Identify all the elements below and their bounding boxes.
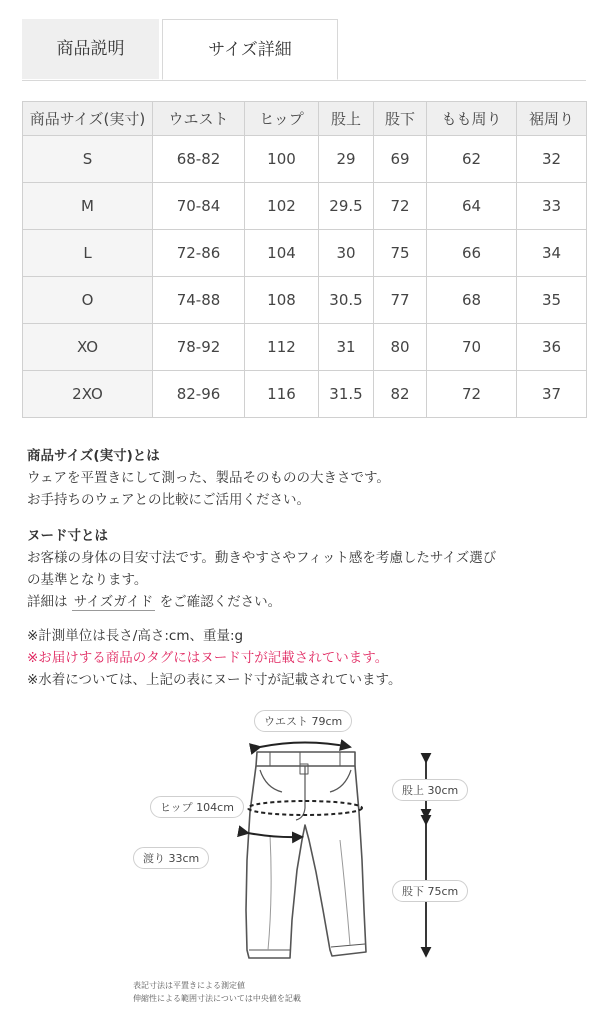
table-cell: 108	[245, 277, 319, 324]
table-cell: 64	[427, 183, 517, 230]
size-table	[22, 101, 587, 418]
table-cell: 75	[374, 230, 427, 277]
table-row	[23, 371, 587, 418]
table-cell: L	[23, 230, 153, 277]
table-cell: 35	[517, 277, 587, 324]
table-cell: 29	[319, 136, 374, 183]
table-cell: 82	[374, 371, 427, 418]
waist-label: ウエスト 79cm	[254, 710, 352, 732]
table-row	[23, 230, 587, 277]
pants-illustration	[0, 700, 600, 1014]
table-cell: XO	[23, 324, 153, 371]
table-cell: 31	[319, 324, 374, 371]
table-cell: 116	[245, 371, 319, 418]
actual-size-text-1: ウェアを平置きにして測った、製品そのものの大きさです。	[27, 470, 390, 486]
footnote-stretch: 伸縮性による範囲寸法については中央値を記載	[133, 994, 301, 1003]
table-cell: 36	[517, 324, 587, 371]
table-cell: 69	[374, 136, 427, 183]
table-cell: 77	[374, 277, 427, 324]
tab-product-description[interactable]: 商品説明	[22, 19, 159, 79]
table-cell: 29.5	[319, 183, 374, 230]
table-row	[23, 136, 587, 183]
table-cell: 104	[245, 230, 319, 277]
table-cell: 30	[319, 230, 374, 277]
table-cell: 72	[427, 371, 517, 418]
table-cell: 31.5	[319, 371, 374, 418]
table-row	[23, 183, 587, 230]
table-cell: 2XO	[23, 371, 153, 418]
table-cell: 34	[517, 230, 587, 277]
table-cell: 37	[517, 371, 587, 418]
actual-size-text-2: お手持ちのウェアとの比較にご活用ください。	[27, 492, 310, 508]
table-cell: 66	[427, 230, 517, 277]
table-cell: 78-92	[153, 324, 245, 371]
table-cell: 62	[427, 136, 517, 183]
swimwear-note: ※水着については、上記の表にヌード寸が記載されています。	[27, 672, 402, 688]
unit-note: ※計測単位は長さ/高さ:cm、重量:g	[27, 628, 244, 644]
detail-line	[27, 591, 592, 613]
table-cell: 72	[374, 183, 427, 230]
tab-size-details[interactable]: サイズ詳細	[162, 19, 338, 80]
table-cell: M	[23, 183, 153, 230]
table-cell: 80	[374, 324, 427, 371]
detail-prefix: 詳細は	[27, 594, 68, 610]
table-cell: 68	[427, 277, 517, 324]
table-cell: 68-82	[153, 136, 245, 183]
table-cell: 112	[245, 324, 319, 371]
header-inseam: 股下	[374, 102, 427, 136]
header-hem: 裾周り	[517, 102, 587, 136]
table-cell: 100	[245, 136, 319, 183]
actual-size-heading: 商品サイズ(実寸)とは	[27, 448, 160, 464]
table-cell: 72-86	[153, 230, 245, 277]
nude-size-heading: ヌード寸とは	[27, 528, 108, 544]
table-cell: 30.5	[319, 277, 374, 324]
nude-size-text-2: の基準となります。	[27, 572, 148, 588]
tab-bar	[22, 19, 586, 81]
header-waist: ウエスト	[153, 102, 245, 136]
inseam-label: 股下 75cm	[392, 880, 468, 902]
table-row	[23, 277, 587, 324]
size-guide-link[interactable]: サイズガイド	[73, 594, 154, 610]
table-cell: 74-88	[153, 277, 245, 324]
header-hip: ヒップ	[245, 102, 319, 136]
header-rise: 股上	[319, 102, 374, 136]
table-cell: 82-96	[153, 371, 245, 418]
table-cell: O	[23, 277, 153, 324]
nude-size-text-1: お客様の身体の目安寸法です。動きやすさやフィット感を考慮したサイズ選び	[27, 550, 497, 566]
table-cell: 33	[517, 183, 587, 230]
footnote-flat: 表記寸法は平置きによる測定値	[133, 981, 245, 990]
rise-label: 股上 30cm	[392, 779, 468, 801]
header-thigh: もも周り	[427, 102, 517, 136]
hip-label: ヒップ 104cm	[150, 796, 244, 818]
table-cell: S	[23, 136, 153, 183]
thigh-label: 渡り 33cm	[133, 847, 209, 869]
table-cell: 70-84	[153, 183, 245, 230]
table-header-row	[23, 102, 587, 136]
table-cell: 32	[517, 136, 587, 183]
tag-note: ※お届けする商品のタグにはヌード寸が記載されています。	[27, 650, 389, 666]
table-cell: 102	[245, 183, 319, 230]
table-row	[23, 324, 587, 371]
header-size: 商品サイズ(実寸)	[23, 102, 153, 136]
table-cell: 70	[427, 324, 517, 371]
size-notes	[27, 445, 592, 691]
detail-suffix: をご確認ください。	[159, 594, 282, 610]
pants-measurement-diagram	[0, 700, 600, 1014]
